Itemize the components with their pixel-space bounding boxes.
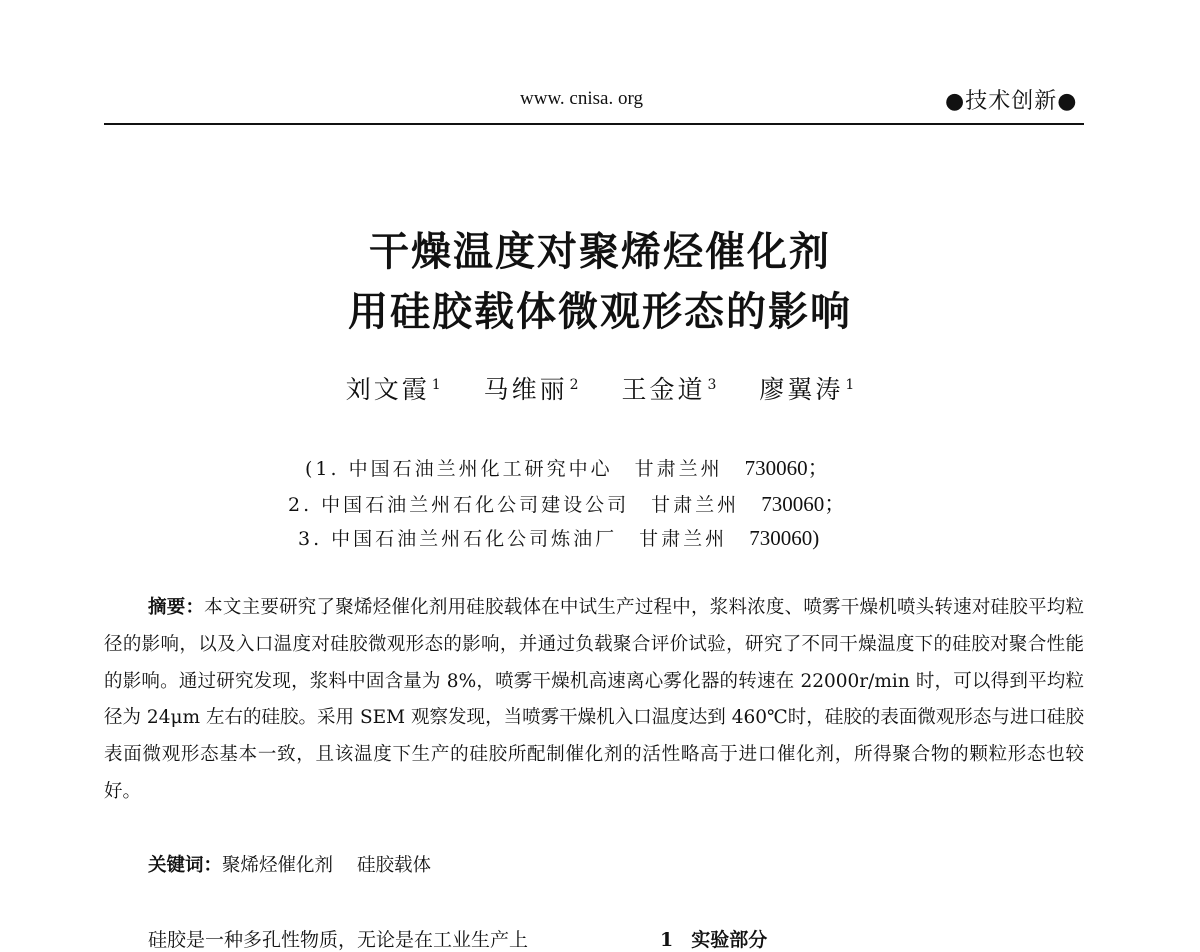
affiliation-1 (305, 452, 829, 482)
affiliation-2 (288, 488, 845, 518)
author-affil-mark: 1 (845, 376, 855, 393)
affiliation-zip: 730060； (761, 492, 846, 516)
author-name: 刘文霞 (345, 375, 430, 404)
author-name: 王金道 (621, 375, 706, 404)
affiliation-text: 2. 中国石油兰州石化公司建设公司 甘肃兰州 (288, 494, 740, 516)
keyword: 硅胶载体 (357, 855, 432, 876)
author-affil-mark: 1 (431, 376, 441, 393)
section-heading (660, 925, 767, 952)
author (621, 370, 716, 406)
author-affil-mark: 3 (707, 376, 717, 393)
body-first-line: 硅胶是一种多孔性物质，无论是在工业生产上 (148, 929, 529, 951)
author (346, 370, 441, 406)
abstract-text: 本文主要研究了聚烯烃催化剂用硅胶载体在中试生产过程中，浆料浓度、喷雾干燥机喷头转速对硅胶平均粒径的影响，以及入口温度对硅胶微观形态的影响，并通过负载聚合评价试验，研究了不同干燥温度下的硅胶对聚合性能的影响。通过研究发现，浆料中固含量为 8%，喷雾干燥机高速离心雾化器的转速在 22000r/min 时，可以得到平均粒径为 24μm 左右的硅胶。采用 SEM 观察发现，当喷雾干燥机入口温度达到 460℃时，硅胶的表面微观形态与进口硅胶表面微观形态基本一致，且该温度下生产的硅胶所配制催化剂的活性略高于进口催化剂，所得聚合物的颗粒形态也较好。 (104, 597, 1084, 802)
author-list (0, 370, 1200, 406)
header-rule (104, 123, 1084, 125)
author (484, 370, 579, 406)
affiliation-3 (298, 524, 819, 551)
website-url: www. cnisa. org (520, 88, 643, 109)
keyword: 聚烯烃催化剂 (222, 855, 334, 876)
affiliation-text: 3. 中国石油兰州石化公司炼油厂 甘肃兰州 (298, 528, 728, 550)
keywords (148, 851, 431, 877)
abstract-label: 摘要： (148, 597, 205, 618)
abstract (104, 590, 1084, 811)
paper-title-line-1: 干燥温度对聚烯烃催化剂 (369, 228, 831, 275)
keywords-label: 关键词： (148, 855, 223, 876)
author-name: 马维丽 (483, 375, 568, 404)
affiliation-zip: 730060； (744, 456, 829, 480)
affiliation-text: (1. 中国石油兰州化工研究中心 甘肃兰州 (305, 458, 723, 480)
section-title: 实验部分 (691, 929, 768, 951)
author-name: 廖翼涛 (759, 375, 844, 404)
affiliation-zip: 730060) (749, 526, 820, 550)
paper-title-line-2: 用硅胶载体微观形态的影响 (348, 288, 852, 335)
author-affil-mark: 2 (569, 376, 579, 393)
author (759, 370, 854, 406)
section-number: 1 (660, 929, 674, 951)
section-tag: ●技术创新● (945, 89, 1078, 114)
